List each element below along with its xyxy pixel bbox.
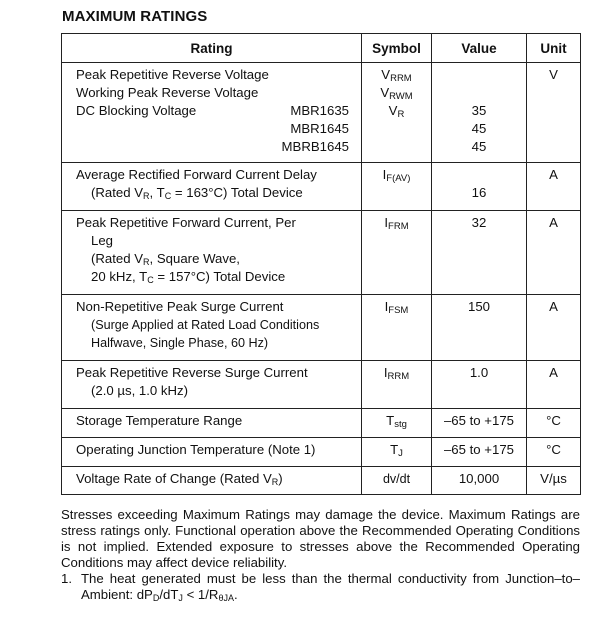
value-text: 45 [471,139,487,154]
unit-cell [527,163,581,211]
unit-cell [527,63,581,163]
value-cell [432,467,527,495]
rating-text: Peak Repetitive Reverse Surge Current [76,365,308,380]
symbol-cell [362,467,432,495]
rating-text: (2.0 µs, 1.0 kHz) [91,383,189,398]
stress-note: Stresses exceeding Maximum Ratings may damage the device. Maximum Ratings are stress ratings only. Functional operation above the Recommended Operating Conditions is not implied. Extended exposure to stresses above the Recommended Operating Conditions may affect device reliability. [61,507,580,570]
notes [61,507,580,603]
value-text: 1.0 [469,365,489,380]
symbol-text: $T_J$ [390,442,403,459]
unit-text: A [549,299,558,314]
table-row [62,295,581,361]
rating-text: (Rated $V_R$, Square Wave, [91,251,240,267]
symbol-text: $I_{RRM}$ [383,365,410,382]
value-cell [432,63,527,163]
value-cell [432,361,527,409]
unit-text: V [549,67,558,82]
unit-cell [527,211,581,295]
unit-cell [527,295,581,361]
table-row [62,409,581,438]
rating-text: DC Blocking Voltage [76,103,197,118]
unit-text: A [549,365,558,380]
unit-text: A [549,215,558,230]
value-cell [432,409,527,438]
rating-cell [62,409,362,438]
rating-text: Working Peak Reverse Voltage [76,85,259,100]
header-row [62,34,581,63]
unit-cell [527,409,581,438]
value-cell [432,211,527,295]
symbol-text: $I_{FRM}$ [384,215,409,232]
unit-text: °C [546,413,561,428]
table-row [62,211,581,295]
rating-text: Operating Junction Temperature (Note 1) [76,442,316,457]
rating-text: 20 kHz, $T_C = 157^\circ C$) Total Device [91,269,286,285]
part-number: MBR1635 [290,103,349,118]
symbol-cell [362,295,432,361]
footnote-number: 1. [61,571,72,586]
table-row [62,63,581,163]
symbol-cell [362,438,432,467]
symbol-text: $I_{FSM}$ [384,299,409,316]
rating-text: (Surge Applied at Rated Load Conditions [91,318,320,332]
rating-text: Storage Temperature Range [76,413,243,428]
symbol-cell [362,63,432,163]
unit-cell [527,467,581,495]
value-text: 150 [467,299,490,314]
rating-cell [62,438,362,467]
header-symbol: Symbol [362,34,432,63]
value-cell [432,438,527,467]
table-row [62,438,581,467]
value-text: 45 [471,121,487,136]
value-cell [432,295,527,361]
symbol-text: dv/dt [382,472,411,486]
rating-text: Average Rectified Forward Current Delay [76,167,317,182]
unit-text: V/µs [540,471,567,486]
value-text: 10,000 [458,471,500,486]
unit-cell [527,438,581,467]
table-row [62,163,581,211]
value-text: 35 [471,103,487,118]
rating-text: Peak Repetitive Reverse Voltage [76,67,269,82]
value-text: –65 to +175 [443,442,515,457]
symbol-text: $V_{RRM}$ [381,67,412,84]
rating-text [76,102,355,120]
symbol-cell [362,211,432,295]
symbol-text: $V_{RWM}$ [380,85,413,102]
rating-text: Voltage Rate of Change (Rated $V_R$) [76,471,283,487]
rating-text: (Rated $V_R$, $T_C = 163^\circ C$) Total Device [91,185,303,201]
part-number: MBR1645 [290,121,349,136]
rating-text: Halfwave, Single Phase, 60 Hz) [91,336,269,350]
header-rating: Rating [62,34,362,63]
value-text: –65 to +175 [443,413,515,428]
table-row [62,361,581,409]
header-unit: Unit [527,34,581,63]
value-cell [432,163,527,211]
symbol-cell [362,163,432,211]
footnote-text: The heat generated must be less than the thermal conductivity from Junction–to–Ambient: $dP_D/dT_J < 1/R_{\theta JA}$. [81,571,580,603]
header-value: Value [432,34,527,63]
unit-text: °C [546,442,561,457]
rating-cell [62,163,362,211]
rating-text: Non-Repetitive Peak Surge Current [76,299,284,314]
unit-cell [527,361,581,409]
symbol-text: $I_{F(AV)}$ [382,167,411,184]
rating-cell [62,295,362,361]
rating-cell [62,361,362,409]
footnote-1 [61,571,580,603]
symbol-cell [362,361,432,409]
symbol-text: $V_R$ [388,103,405,120]
part-number: MBRB1645 [281,139,349,154]
section-title: MAXIMUM RATINGS [62,8,208,25]
value-text: 32 [471,215,487,230]
value-text: 16 [471,185,487,200]
rating-text: Leg [91,233,114,248]
symbol-text: $T_{stg}$ [386,413,407,430]
symbol-cell [362,409,432,438]
rating-text: Peak Repetitive Forward Current, Per [76,215,296,230]
maximum-ratings-table [61,33,581,495]
rating-cell [62,211,362,295]
rating-cell [62,467,362,495]
rating-cell [62,63,362,163]
table-row [62,467,581,495]
unit-text: A [549,167,558,182]
